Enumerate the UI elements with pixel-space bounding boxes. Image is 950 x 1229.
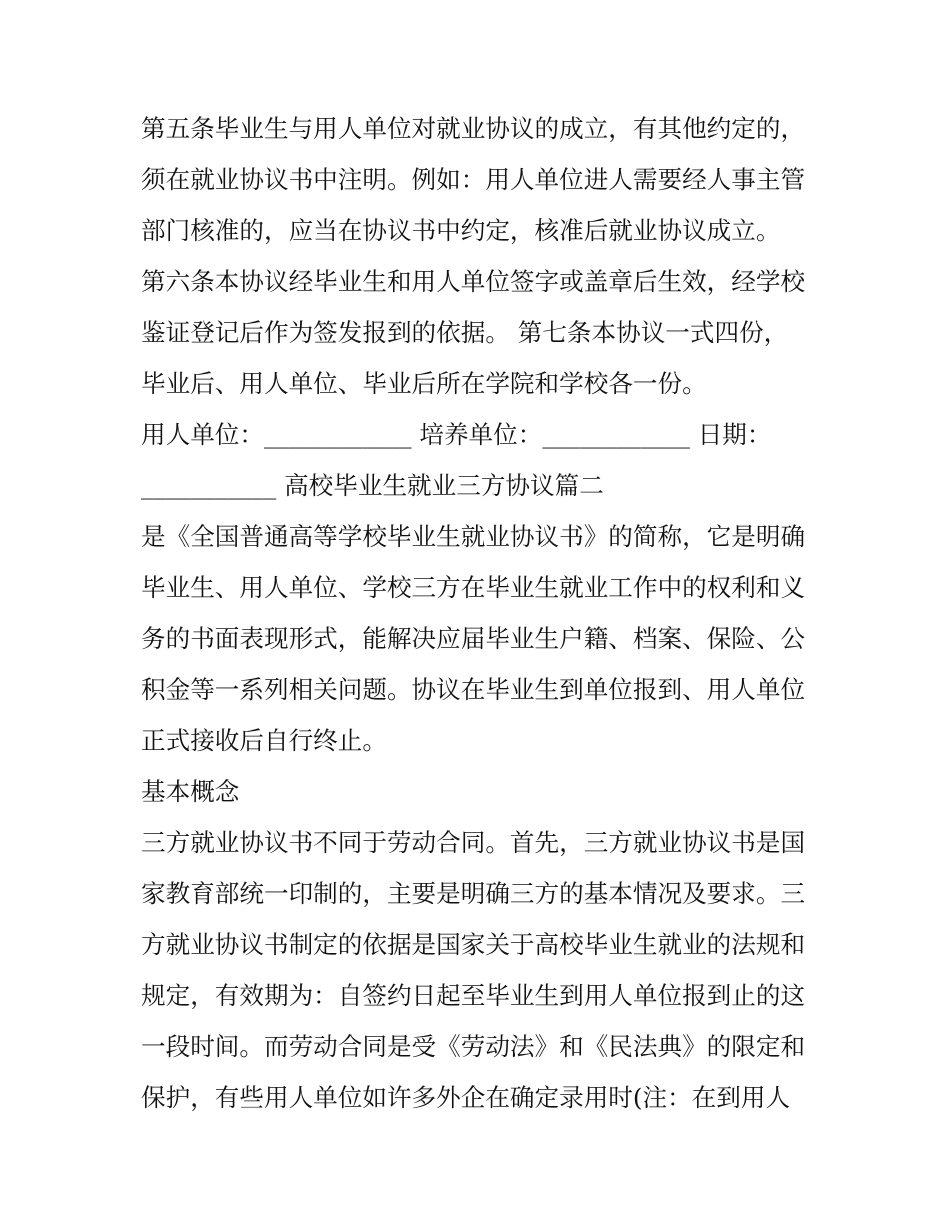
section-heading: 基本概念 xyxy=(141,777,240,806)
text-line: 三方就业协议书不同于劳动合同。首先，三方就业协议书是国 xyxy=(141,828,806,857)
text-line: 保护，有些用人单位如许多外企在确定录用时(注：在到用人 xyxy=(141,1083,791,1112)
text-line: 第六条本协议经毕业生和用人单位签字或盖章后生效，经学校 xyxy=(141,267,806,296)
text-line: 部门核准的，应当在协议书中约定，核准后就业协议成立。 xyxy=(141,216,781,245)
text-line: 务的书面表现形式，能解决应届毕业生户籍、档案、保险、公 xyxy=(141,624,806,653)
text-line: 第五条毕业生与用人单位对就业协议的成立，有其他约定的， xyxy=(141,114,806,143)
signature-fields-line: 用人单位：____________ 培养单位：____________ 日期： xyxy=(141,420,772,449)
text-line: 正式接收后自行终止。 xyxy=(141,726,387,755)
text-line: 积金等一系列相关问题。协议在毕业生到单位报到、用人单位 xyxy=(141,675,806,704)
text-line: 毕业后、用人单位、毕业后所在学院和学校各一份。 xyxy=(141,369,707,398)
text-line: 方就业协议书制定的依据是国家关于高校毕业生就业的法规和 xyxy=(141,930,806,959)
text-line: 是《全国普通高等学校毕业生就业协议书》的简称，它是明确 xyxy=(141,522,806,551)
text-line: 须在就业协议书中注明。例如：用人单位进人需要经人事主管 xyxy=(141,165,806,194)
text-line: 一段时间。而劳动合同是受《劳动法》和《民法典》的限定和 xyxy=(141,1032,806,1061)
document-body xyxy=(141,103,821,1123)
section-title-line: ___________ 高校毕业生就业三方协议篇二 xyxy=(141,471,604,500)
text-line: 鉴证登记后作为签发报到的依据。 第七条本协议一式四份， xyxy=(141,318,789,347)
text-line: 家教育部统一印制的，主要是明确三方的基本情况及要求。三 xyxy=(141,879,806,908)
text-line: 毕业生、用人单位、学校三方在毕业生就业工作中的权利和义 xyxy=(141,573,806,602)
text-line: 规定，有效期为：自签约日起至毕业生到用人单位报到止的这 xyxy=(141,981,806,1010)
